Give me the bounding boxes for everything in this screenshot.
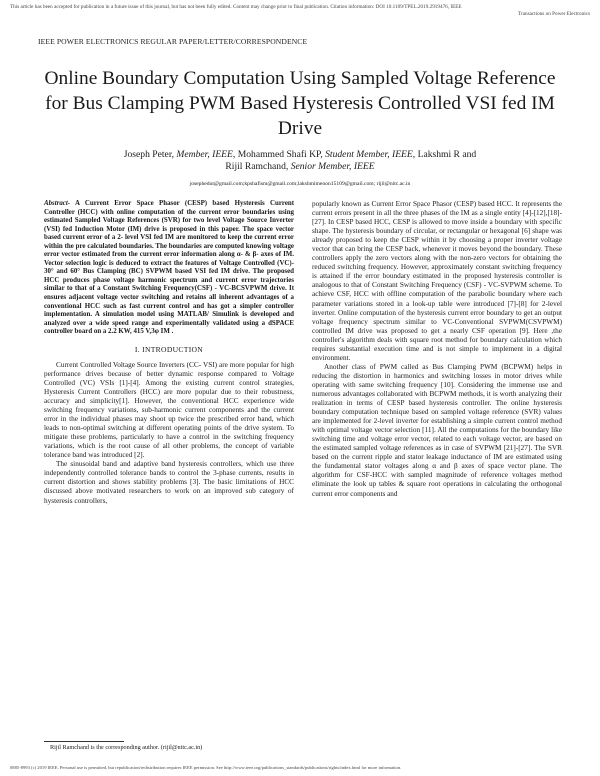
intro-paragraph-2: The sinusoidal band and adaptive band hysteresis controllers, which use three independently controlled tolerance bands to control the 3-phase currents, results in current distortion and shows stability problems [3]. The basic limitations of HCC discussed above motivated researchers to work on an improved sub category of hysteresis controllers, xyxy=(44,460,294,505)
abstract-text: A Current Error Space Phasor (CESP) based Hysteresis Current Controller (HCC) with online computation of the current error boundaries using estimated Sampled Voltage References (SVR) for two level Voltage Source Inverter (VSI) fed Induction Motor (IM) drive is proposed in this paper. The space vector based current error of a 2- level VSI fed IM are monitored to keep the current error within the pre calculated boundaries. The boundaries are computed knowing voltage error vector estimated from the current error information along α- & β- axes of IM. Vector selection logic is deduced to extract the features of Voltage Controlled (VC)- 30° and 60° Bus Clamping (BC) SVPWM based VSI fed IM drive. The proposed HCC produces phase voltage harmonic spectrum and current error trajectories similar to that of a Constant Switching Frequency(CSF) - VC-BCSVPWM drive. It ensures adjacent voltage vector switching and retains all inherent advantages of a conventional HCC such as fast current control and has got a simpler controller implementation. A simulation model using MATLAB/ Simulink is developed and analyzed over a wide speed range and experimentally validated using a dSPACE controller board on a 2.2 KW, 415 V,3φ IM . xyxy=(44,200,294,336)
footnote-divider xyxy=(44,741,124,742)
author-1-role: Member, IEEE xyxy=(176,149,233,160)
intro-paragraph-1: Current Controlled Voltage Source Inverters (CC- VSI) are more popular for high performance drives because of better dynamic response compared to Voltage Controlled (VC) VSIs [1]-[4]. Among the existing current control strategies, Hysteresis Current Controllers (HCC) are more popular due to their robustness, accuracy and simplicity[1]. However, the conventional HCC experience wide switching frequency variations, sub-harmonic current components and the current error in the individual phases may shoot up twice the prescribed error band, which leads to non-optimal switching at different operating points of the drive system. To mitigate these problems, particularly to have a control in the switching frequency variations, which is the root cause of all other problems, the concept of variable tolerance band was introduced [2]. xyxy=(44,360,294,460)
author-2-role: Student Member, IEEE xyxy=(325,149,413,160)
right-column xyxy=(312,200,562,499)
copyright-footer: 0885-8993 (c) 2019 IEEE. Personal use is permitted, but republication/redistribution requires IEEE permission. See http://www.ieee.org/publications_standards/publications/rights/index.html for more information. xyxy=(10,765,402,770)
author-emails: josephedut@gmail.com;kpshafism@gmail.com;lakshmimenon15109@gmail.com; rijil@nitc.ac.in xyxy=(189,181,411,187)
notice-line-2: Transactions on Power Electronics xyxy=(518,11,590,17)
paper-title: Online Boundary Computation Using Sampled Voltage Reference for Bus Clamping PWM Based Hysteresis Controlled VSI fed IM Drive xyxy=(44,68,556,139)
author-4: Rijil Ramchand, xyxy=(225,161,291,173)
author-list xyxy=(60,149,540,174)
left-column xyxy=(44,200,294,506)
author-1: Joseph Peter, xyxy=(123,149,177,160)
notice-line-1: This article has been accepted for publication in a future issue of this journal, but has not been fully edited. Content may change prior to final publication. Citation information: DOI 10.1109/TPEL.2019.2919476, IEEE xyxy=(10,4,462,10)
section-heading-introduction: I. INTRODUCTION xyxy=(134,344,204,354)
journal-category: IEEE POWER ELECTRONICS REGULAR PAPER/LETTER/CORRESPONDENCE xyxy=(38,37,308,46)
author-4-role: Senior Member, IEEE xyxy=(290,161,375,173)
right-paragraph-1: popularly known as Current Error Space Phasor (CESP) based HCC. It represents the current errors present in all the three phases of the IM as a single entity [4]-[12],[18]-[27]. In CESP based HCC, CESP is allowed to move inside a boundary with specific shape. The hysteresis boundary of circular, or rectangular or hexagonal [6] shape was already proposed to keep the CESP within it by choosing a proper inverter voltage vector that can bring the CESP back, whenever it moves beyond the boundary. These controllers apply the zero vectors along with the non-zero vectors for obtaining the reduced switching frequency. However, approximately constant switching frequency is attained if the error boundary estimated in the proposed hysteresis controller is analogous to that of Constant Switching Frequency (CSF) - VC-SVPWM scheme. To achieve CSF, HCC with offline computation of the parabolic boundary where each parameter variations stored in a look-up table were introduced [7]-[8] for 2-level inverter. Online computation of the hysteresis current error boundary to get an output voltage frequency spectrum similar to VC-Conventional SVPWM(CSVPWM) controlled IM drive was proposed to get a nearly CSF operation [9]. Here ,the controller's algorithm deals with square root method for boundary calculation which requires substantial execution time and is not simple to implement in a digital environment. xyxy=(312,200,562,362)
abstract-lead: Abstract- xyxy=(44,200,71,207)
corresponding-author-footnote: Rijil Ramchand is the corresponding author. (rijil@nitc.ac.in) xyxy=(50,744,203,751)
right-paragraph-2: Another class of PWM called as Bus Clamping PWM (BCPWM) helps in reducing the distortion in harmonics and switching losses in motor drives while operating with same switching frequency [10]. Considering the immense use and numerous advantages collaborated with BCPWM methods, it is worth analyzing their realization in terms of CESP based hysteresis controller. The online hysteresis boundary computation technique based on sampled voltage reference (SVR) values are implemented for 2-level inverter for establishing a simple current control method with optimal voltage vector selection [11]. All the computations for the boundary like switching time and voltage error vector, related to each voltage vector, are based on the estimated sampled voltage references as in case of SVPWM [21]-[27]. The SVR based on the current ripple and stator leakage inductance of IM are estimated using the fundamental stator voltages along α and β axes of space vector plane. The algorithm for CSF-HCC with sampled magnitude of reference voltages method eliminate the look up tables & square root operations in calculating the orthogonal current error components and xyxy=(312,362,562,498)
acceptance-notice xyxy=(10,4,590,18)
abstract xyxy=(44,200,294,337)
author-3: , Lakshmi R and xyxy=(412,149,477,160)
author-2: , Mohammed Shafi KP, xyxy=(232,149,326,160)
